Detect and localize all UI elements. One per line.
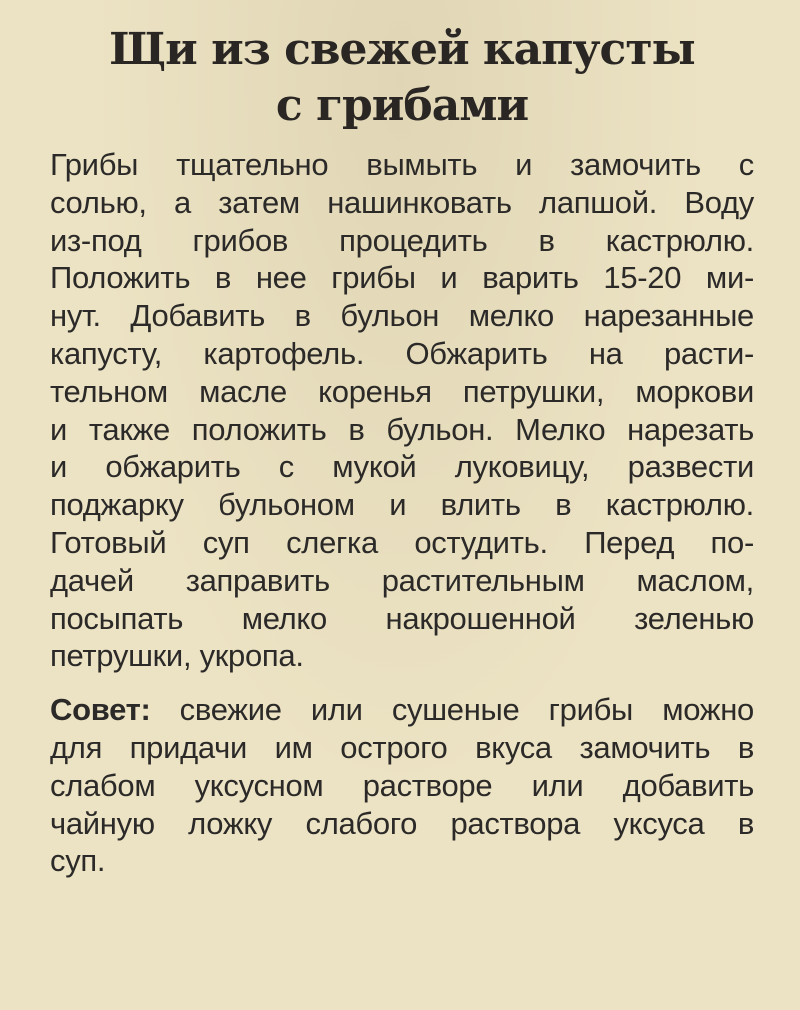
recipe-instructions	[50, 146, 754, 675]
tip-label: Совет:	[50, 692, 151, 728]
recipe-line: поджарку бульоном и влить в кастрюлю.	[50, 487, 754, 523]
tip-line: для придачи им острого вкуса замочить в	[50, 729, 754, 765]
tip-line: слабом уксусном растворе или добавить	[50, 767, 754, 803]
recipe-title-line-1: Щи из свежей капусты	[109, 24, 695, 75]
recipe-line: Положить в нее грибы и варить 15-20 ми-	[50, 260, 754, 296]
recipe-line: петрушки, укропа.	[50, 638, 304, 674]
recipe-tip	[50, 691, 754, 880]
recipe-line: посыпать мелко накрошенной зеленью	[50, 600, 754, 636]
recipe-line: дачей заправить растительным маслом,	[50, 562, 754, 598]
recipe-line: нут. Добавить в бульон мелко нарезанные	[50, 298, 754, 334]
recipe-line: Грибы тщательно вымыть и замочить с	[50, 147, 754, 182]
tip-line: чайную ложку слабого раствора уксуса в	[50, 805, 754, 841]
tip-line	[50, 691, 754, 729]
recipe-line: и также положить в бульон. Мелко нарезать	[50, 411, 754, 447]
recipe-line: из-под грибов процедить в кастрюлю.	[50, 222, 754, 258]
recipe-title	[50, 22, 754, 134]
recipe-line: Готовый суп слегка остудить. Перед по-	[50, 524, 754, 560]
tip-first-line-text: свежие или сушеные грибы можно	[150, 692, 754, 728]
tip-line: суп.	[50, 843, 106, 879]
recipe-title-line-2: с грибами	[275, 80, 529, 131]
recipe-line: солью, а затем нашинковать лапшой. Воду	[50, 184, 754, 220]
recipe-line: капусту, картофель. Обжарить на расти-	[50, 335, 754, 371]
recipe-line: тельном масле коренья петрушки, моркови	[50, 373, 754, 409]
recipe-line: и обжарить с мукой луковицу, развести	[50, 449, 754, 485]
